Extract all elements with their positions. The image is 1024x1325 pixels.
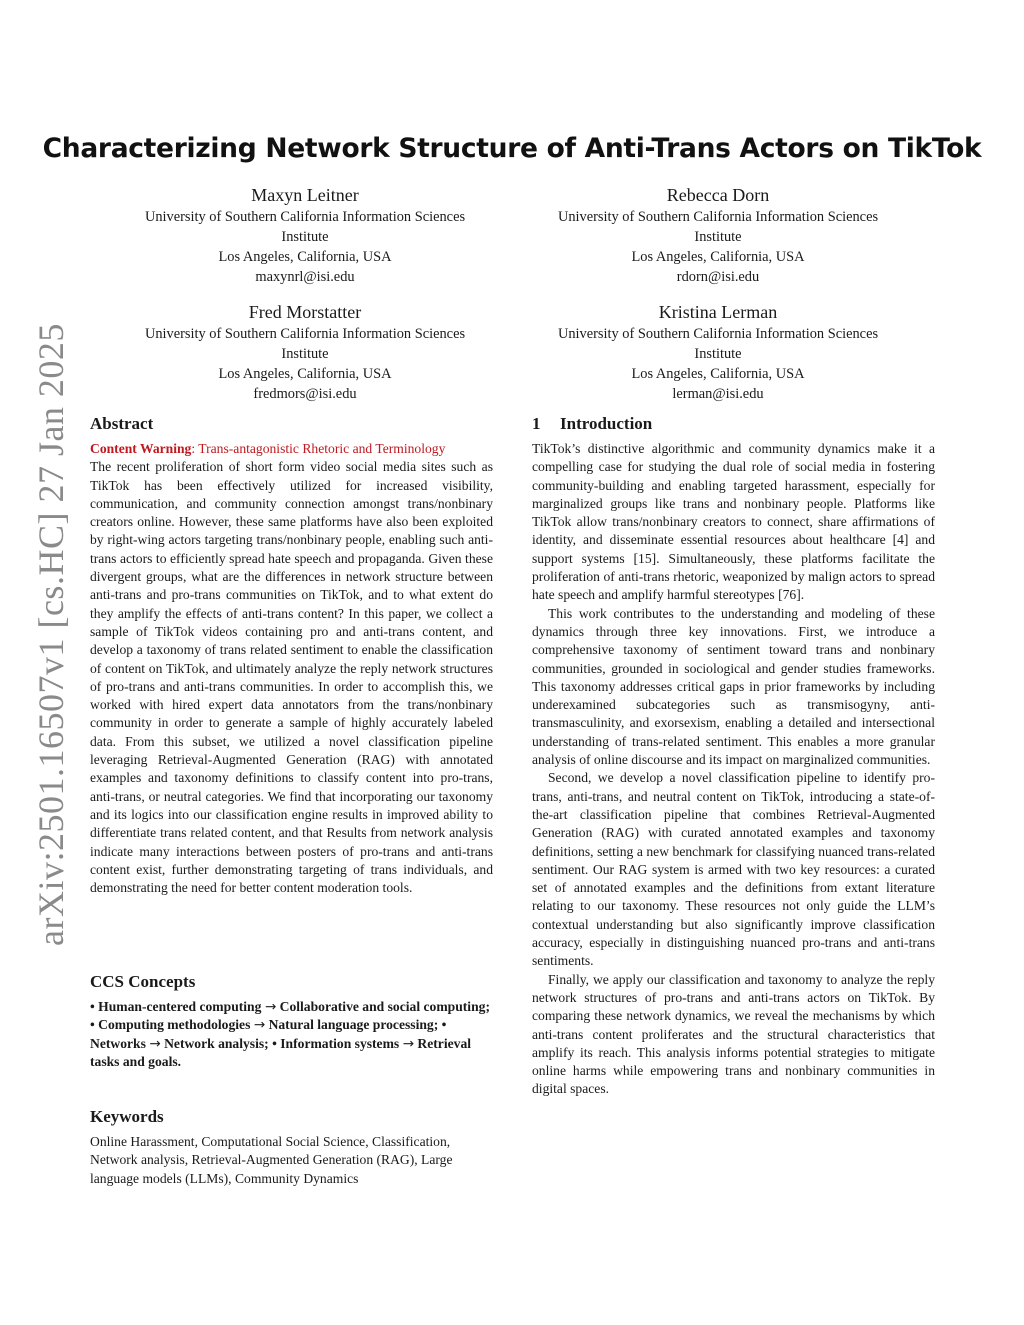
abstract-text: The recent proliferation of short form video social media sites such as TikTok has been effectively utilized for increased visibility, communication, and community connection amongst trans/nonbinary creators online. However, these same platforms have also been exploited by right-wing actors targeting trans/nonbinary people, enabling such anti-trans actors to efficiently spread hate speech and propaganda. Given these divergent groups, what are the differences in network structure between anti-trans and pro-trans communities on TikTok, and to what extent do they amplify the effects of anti-trans content? In this paper, we collect a sample of TikTok videos containing pro and anti-trans content, and develop a taxonomy of trans related sentiment to enable the classification of content on TikTok, and ultimately analyze the reply network structures of pro-trans and anti-trans communities. In order to accomplish this, we worked with hired expert data annotators from the trans/nonbinary community in order to generate a sample of highly accurately labeled data. From this subset, we utilized a novel classification pipeline leveraging Retrieval-Augmented Generation (RAG) with annotated examples and taxonomy definitions to classify content into pro-trans, anti-trans, or neutral categories. We find that incorporating our taxonomy and its logics into our classification engine results in improved ability to differentiate trans related content, and that Results from network analysis indicate many interactions between posters of pro-trans and anti-trans content exist, further demonstrating targeting of trans individuals, and demonstrating the need for better content moderation tools. [90,459,493,896]
author-name: Maxyn Leitner [251,185,359,205]
author-email: fredmors@isi.edu [253,386,357,402]
author-location: Los Angeles, California, USA [631,249,805,265]
intro-paragraph: Second, we develop a novel classification pipeline to identify pro-trans, anti-trans, and neutral content on TikTok, introducing a state-of-the-art classification pipeline that combines Retrieval-Augmented Generation (RAG) with curated annotated examples and taxonomy definitions, setting a new benchmark for classifying nuanced trans-related sentiment. Our RAG system is armed with two key resources: a curated set of annotated examples and the definitions from extant literature relating to our taxonomy. These resources not only guide the LLM’s contextual understanding but also significantly improve classification accuracy, especially in distinguishing nuanced pro-trans and anti-trans sentiments. [532,770,935,969]
abstract-body [90,440,493,897]
author-block [518,184,918,287]
author-affiliation-cont: Institute [694,346,742,362]
abstract-section [90,414,493,897]
author-affiliation: University of Southern California Information Sciences [557,209,879,225]
author-block [105,301,505,404]
ccs-section [90,972,493,1071]
author-name: Fred Morstatter [248,302,362,322]
introduction-section [532,414,935,1099]
paper-title: Characterizing Network Structure of Anti-Trans Actors on TikTok [42,133,982,164]
author-affiliation-cont: Institute [281,229,329,245]
author-location: Los Angeles, California, USA [218,366,392,382]
author-email: rdorn@isi.edu [676,269,760,285]
introduction-heading [532,414,935,434]
section-title: Introduction [560,414,653,433]
author-affiliation-cont: Institute [281,346,329,362]
ccs-concepts: • Human-centered computing → Collaborative and social computing; • Computing methodologies → Natural language processing; • Networks → Network analysis; • Information systems → Retrieval tasks and goals. [90,999,490,1069]
intro-paragraph: This work contributes to the understanding and modeling of these dynamics through three key innovations. First, we introduce a comprehensive taxonomy of sentiment toward trans and nonbinary communities, grounded in sociological and gender studies frameworks. This taxonomy addresses critical gaps in prior frameworks by including underexamined subcategories such as transmisogyny, anti-transmasculinity, and exorsexism, enabling a detailed and intersectional understanding of trans-related sentiment. This enables a more granular analysis of online discourse and its impact on marginalized communities. [532,605,935,768]
keywords-section [90,1107,493,1188]
author-name: Rebecca Dorn [666,185,770,205]
author-block [518,301,918,404]
author-location: Los Angeles, California, USA [631,366,805,382]
author-location: Los Angeles, California, USA [218,249,392,265]
intro-paragraph: TikTok’s distinctive algorithmic and community dynamics make it a compelling case for studying the dual role of social media in fostering community-building and enabling targeted harassment, especially for marginalized groups like trans and nonbinary people. Platforms like TikTok allow trans/nonbinary creators to connect, share affirmations of identity, and disseminate essential resources about healthcare [4] and support systems [15]. Simultaneously, these platforms facilitate the proliferation of anti-trans rhetoric, weaponized by malign actors to spread hate speech and amplify harmful stereotypes [76]. [532,441,935,603]
author-affiliation-cont: Institute [694,229,742,245]
ccs-heading: CCS Concepts [90,972,196,991]
author-name: Kristina Lerman [658,302,778,322]
content-warning-separator: : [191,441,199,456]
content-warning-text: Trans-antagonistic Rhetoric and Terminology [198,441,446,456]
intro-paragraph: Finally, we apply our classification and taxonomy to analyze the reply network structures of pro-trans and anti-trans actors on TikTok. By comparing these network dynamics, we reveal the mechanisms by which anti-trans content proliferates and the structural characteristics that amplify its reach. This analysis informs potential strategies to mitigate online harms while empowering trans and nonbinary communities in digital spaces. [532,971,935,1097]
author-affiliation: University of Southern California Information Sciences [144,209,466,225]
author-affiliation: University of Southern California Information Sciences [557,326,879,342]
content-warning-label: Content Warning [90,441,192,456]
arxiv-stamp: arXiv:2501.16507v1 [cs.HC] 27 Jan 2025 [31,323,71,946]
author-email: lerman@isi.edu [672,386,764,402]
author-affiliation: University of Southern California Information Sciences [144,326,466,342]
keywords-text: Online Harassment, Computational Social Science, Classification, Network analysis, Retrieval-Augmented Generation (RAG), Large language models (LLMs), Community Dynamics [90,1134,453,1186]
author-block [105,184,505,287]
section-number: 1 [532,414,541,433]
keywords-heading: Keywords [90,1107,164,1126]
author-email: maxynrl@isi.edu [255,269,355,285]
abstract-heading: Abstract [90,414,154,433]
